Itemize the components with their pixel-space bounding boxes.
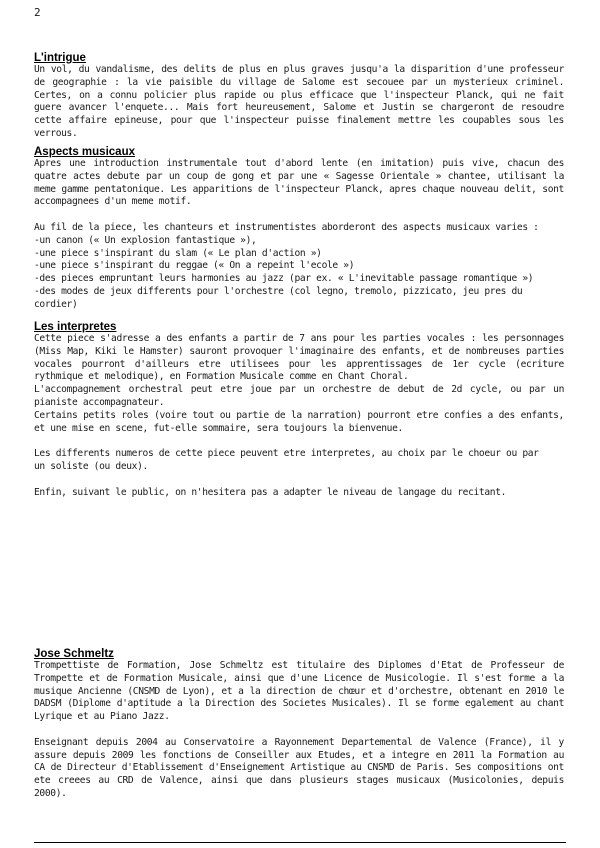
section-title-aspects: Aspects musicaux bbox=[34, 146, 135, 158]
author-paragraph-2: Enseignant depuis 2004 au Conservatoire a Rayonnement Departemental de Valence (France), il y assure depuis 2009 les fonctions de Conseiller aux Etudes, et a integre en 2011 la Formation au CA de Directeur d'Etablissement d'Enseignement Artistique au CNSMD de Paris. Ses compositions ont ete creees au CRD de Valence, ainsi que dans plusieurs stages musicaux (Musicolonies, depuis 2000). bbox=[34, 736, 564, 799]
interpretes-paragraph-3: Certains petits roles (voire tout ou partie de la narration) pourront etre confies a des enfants, et une mise en scene, fut-elle sommaire, sera toujours la bienvenue. bbox=[34, 409, 564, 434]
list-item: -une piece s'inspirant du reggae (« On a repeint l'ecole ») bbox=[34, 260, 355, 272]
interpretes-paragraph-2: L'accompagnement orchestral peut etre joue par un orchestre de debut de 2d cycle, ou par un pianiste accompagnateur. bbox=[34, 384, 564, 408]
interpretes-paragraph-4-line-1: Les differents numeros de cette piece peuvent etre interpretes, au choix par le choeur ou par bbox=[34, 448, 539, 460]
list-item: -des modes de jeux differents pour l'orchestre (col legno, tremolo, pizzicato, jeu pres du cordier) bbox=[34, 285, 523, 310]
list-item: -une piece s'inspirant du slam (« Le plan d'action ») bbox=[34, 247, 322, 259]
section-aspects-musicaux bbox=[34, 146, 564, 312]
author-paragraph-1: Trompettiste de Formation, Jose Schmeltz est titulaire des Diplomes d'Etat de Professeur de Trompette et de Formation Musicale, ainsi que d'une Licence de Musicologie. Il s'est forme a la musique Ancienne (CNSMD de Lyon), et a la direction de chœur et d'orchestre, obtenant en 2010 le DADSM (Diplome d'aptitude a la Direction des Societes Musicales). Il se forme egalement au chant Lyrique et au Piano Jazz. bbox=[34, 660, 564, 723]
section-title-author: Jose Schmeltz bbox=[34, 648, 114, 660]
page-bottom-rule bbox=[34, 842, 566, 843]
section-interpretes bbox=[34, 321, 564, 499]
interpretes-paragraph-1: Cette piece s'adresse a des enfants a partir de 7 ans pour les parties vocales : les personnages (Miss Map, Kiki le Hamster) sauront provoquer l'imaginaire des enfants, et de nombreuses parties vocales pourront d'ailleurs etre utilisees pour les apprentissages de 1er cycle (ecriture rythmique et melodique), en Formation Musicale comme en Chant Choral. bbox=[34, 333, 564, 383]
intrigue-paragraph: Un vol, du vandalisme, des delits de plus en plus graves jusqu'a la disparition d'une professeur de geographie : la vie paisible du village de Salome est secouee par un mysterieux criminel. Certes, on a connu policier plus rapide ou plus efficace que l'inspecteur Planck, qui ne fait guere avancer l'enquete... Mais fort heureusement, Salome et Justin se chargeront de resoudre cette affaire epineuse, pour que l'inspecteur puisse finalement mettre les coupables sous les verrous. bbox=[34, 64, 564, 139]
page-number: 2 bbox=[34, 6, 41, 19]
section-intrigue bbox=[34, 52, 564, 141]
list-item: -un canon (« Un explosion fantastique »), bbox=[34, 234, 257, 246]
aspects-paragraph-1: Apres une introduction instrumentale tout d'abord lente (en imitation) puis vive, chacun des quatre actes debute par un coup de gong et par une « Sagesse Orientale » chantee, utilisant la meme gamme pentatonique. Les apparitions de l'inspecteur Planck, apres chaque nouveau delit, sont accompagnees d'un meme motif. bbox=[34, 158, 564, 208]
interpretes-paragraph-5: Enfin, suivant le public, on n'hesitera pas a adapter le niveau de langage du recitant. bbox=[34, 486, 507, 498]
section-title-interpretes: Les interpretes bbox=[34, 321, 117, 333]
aspects-list bbox=[34, 235, 564, 312]
interpretes-paragraph-4-line-2: un soliste (ou deux). bbox=[34, 460, 148, 472]
section-author bbox=[34, 648, 564, 801]
aspects-intro: Au fil de la piece, les chanteurs et instrumentistes aborderont des aspects musicaux varies : bbox=[34, 221, 539, 233]
section-title-intrigue: L'intrigue bbox=[34, 52, 86, 64]
list-item: -des pieces empruntant leurs harmonies au jazz (par ex. « L'inevitable passage romantique ») bbox=[34, 273, 534, 285]
